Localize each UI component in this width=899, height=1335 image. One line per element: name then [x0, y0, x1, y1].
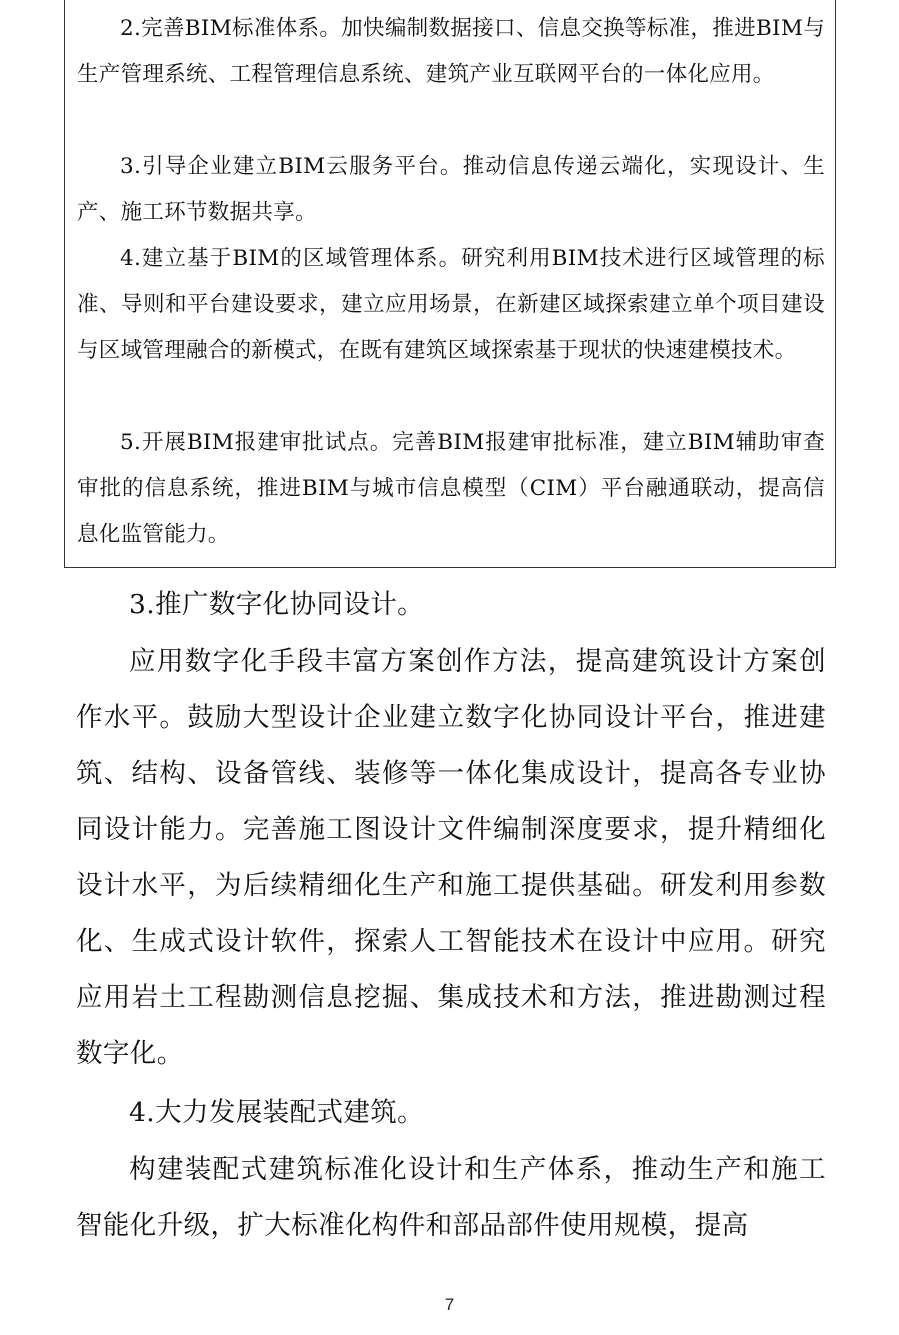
box-item-3: 3.引导企业建立BIM云服务平台。推动信息传递云端化，实现设计、生产、施工环节数据共享。: [77, 154, 825, 225]
section-paragraph-4: 构建装配式建筑标准化设计和生产体系，推动生产和施工智能化升级，扩大标准化构件和部品部件使用规模，提高: [76, 1154, 826, 1241]
section-heading-4: 4.大力发展装配式建筑。: [129, 1097, 425, 1128]
boxed-excerpt: [64, 0, 836, 568]
section-heading-3: 3.推广数字化协同设计。: [129, 589, 425, 620]
section-paragraph-3: 应用数字化手段丰富方案创作方法，提高建筑设计方案创作水平。鼓励大型设计企业建立数字化协同设计平台，推进建筑、结构、设备管线、装修等一体化集成设计，提高各专业协同设计能力。完善施工图设计文件编制深度要求，提升精细化设计水平，为后续精细化生产和施工提供基础。研发利用参数化、生成式设计软件，探索人工智能技术在设计中应用。研究应用岩土工程勘测信息挖掘、集成技术和方法，推进勘测过程数字化。: [76, 646, 826, 1069]
page-number: 7: [444, 1295, 455, 1314]
box-item-5: 5.开展BIM报建审批试点。完善BIM报建审批标准，建立BIM辅助审查审批的信息系统，推进BIM与城市信息模型（CIM）平台融通联动，提高信息化监管能力。: [77, 430, 825, 547]
box-item-4: 4.建立基于BIM的区域管理体系。研究利用BIM技术进行区域管理的标准、导则和平台建设要求，建立应用场景，在新建区域探索建立单个项目建设与区域管理融合的新模式，在既有建筑区域探索基于现状的快速建模技术。: [77, 246, 825, 363]
box-item-2: 2.完善BIM标准体系。加快编制数据接口、信息交换等标准，推进BIM与生产管理系统、工程管理信息系统、建筑产业互联网平台的一体化应用。: [77, 16, 825, 87]
